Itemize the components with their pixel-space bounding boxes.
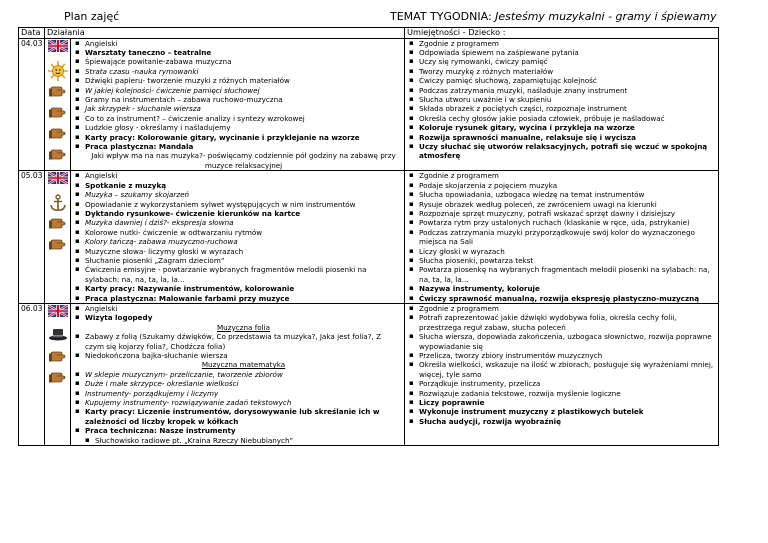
topic-label: TEMAT TYGODNIA: — [390, 10, 492, 23]
activity-item: ▪ Praca plastyczna: Malowanie farbami przy muzyce — [85, 294, 402, 303]
day-date: 06.03 — [19, 303, 45, 445]
day-skills — [405, 171, 719, 304]
activity-item: ▪ Angielski — [85, 39, 402, 48]
activity-item: Jaki wpływ ma na nas muzyka?- poświęcamy codziennie pół godziny na zabawę przy muzyce relaksacyjnej — [91, 151, 396, 170]
activity-item: ▪ Praca plastyczna: Mandala — [85, 142, 402, 151]
activity-item: ▪ Karty pracy: Nazywanie instrumentów, kolorowanie — [85, 284, 402, 293]
activity-item: ▪ Muzyczne słowa- liczymy głoski w wyrazach — [85, 247, 402, 256]
hand-icon — [46, 103, 69, 123]
activity-item: ▪ W sklepie muzycznym- przeliczanie, tworzenie zbiorów — [85, 370, 402, 379]
skill-item: ▪ Liczy poprawnie — [419, 398, 716, 407]
day-icons — [45, 38, 71, 171]
skill-item: ▪ Słucha opowiadania, uzbogaca wiedzę na temat instrumentów — [419, 190, 716, 199]
skill-item: ▪ Porządkuje instrumenty, przelicza — [419, 379, 716, 388]
skill-item: ▪ Przelicza, tworzy zbiory instrumentów muzycznych — [419, 351, 716, 360]
activity-item: ▪ Zabawy z folią (Szukamy dźwięków, Co przedstawia ta muzyka?, Jaka jest folia?, Z czym się kojarzy folia?, Chodźcza folia) — [85, 332, 402, 351]
activity-item: ▪ Słuchanie piosenki „Zagram dzieciom” — [85, 256, 402, 265]
activity-item: ▪ Duże i małe skrzypce- określanie wielkości — [85, 379, 402, 388]
skill-item: ▪ Wykonuje instrument muzyczny z plastikowych butelek — [419, 407, 716, 416]
skill-list — [407, 39, 716, 161]
day-icons — [45, 303, 71, 445]
skill-item: ▪ Zgodnie z programem — [419, 39, 716, 48]
skill-item: ▪ Potrafi zaprezentować jakie dźwięki wydobywa folia, określa cechy folii, przestrzega reguł zabaw, słucha poleceń — [419, 313, 716, 332]
activity-item: ▪ Kolorowe nutki- ćwiczenie w odtwarzaniu rytmów — [85, 228, 402, 237]
skill-item: ▪ Tworzy muzykę z różnych materiałów — [419, 67, 716, 76]
skill-item: ▪ Zgodnie z programem — [419, 171, 716, 180]
activity-item: ▪ W jakiej kolejności- ćwiczenie pamięci słuchowej — [85, 86, 402, 95]
activity-item: ▪ Karty pracy: Liczenie instrumentów, dorysowywanie lub skreślanie ich w zależności od liczby kropek w kółkach — [85, 407, 402, 426]
activity-item: ▪ Karty pracy: Kolorowanie gitary, wycinanie i przyklejanie na wzorze — [85, 133, 402, 142]
day-row — [19, 171, 719, 304]
column-header-activities: Działania — [45, 28, 405, 39]
skill-item: ▪ Uczy się rymowanki, ćwiczy pamięć — [419, 57, 716, 66]
skill-item: ▪ Ćwiczy pamięć słuchową, zapamiętując kolejność — [419, 76, 716, 85]
activity-item: ▪ Spotkanie z muzyką — [85, 181, 402, 190]
skill-item: ▪ Rysuje obrazek według poleceń, ze zwróceniem uwagi na kierunki — [419, 200, 716, 209]
activity-item: ▪ Niedokończona bajka-słuchanie wiersza — [85, 351, 402, 360]
activity-item: ▪ Strata czasu -nauka rymowanki — [85, 67, 402, 76]
activity-item: ▪ Kolory tańczą- zabawa muzyczno-ruchowa — [85, 237, 402, 246]
lesson-plan-table — [18, 27, 719, 446]
day-date: 05.03 — [19, 171, 45, 304]
hat-icon — [46, 326, 69, 346]
day-activities — [71, 171, 405, 304]
day-row — [19, 303, 719, 445]
activity-item: ▪ Ćwiczenia emisyjne - powtarzanie wybranych fragmentów melodii piosenki na sylabach: na, na, ta, la, la... — [85, 265, 402, 284]
flag-uk-icon — [46, 172, 69, 192]
activity-item: ▪ Ludzkie głosy - określamy i naśladujemy — [85, 123, 402, 132]
skill-list — [407, 304, 716, 426]
activity-item: ▪ Wizyta logopedy — [85, 313, 402, 322]
skill-item: ▪ Słucha audycji, rozwija wyobraźnię — [419, 417, 716, 426]
skill-item: ▪ Powtarza rytm przy ustalonych ruchach (klaskanie w ręce, uda, pstrykanie) — [419, 218, 716, 227]
skill-item: ▪ Podczas zatrzymania muzyki przyporządkowuje swój kolor do wyznaczonego miejsca na Sali — [419, 228, 716, 247]
activity-item: ▪ Instrumenty- porządkujemy i liczymy — [85, 389, 402, 398]
activity-item: ▪ Warsztaty taneczno – teatralne — [85, 48, 402, 57]
day-activities — [71, 38, 405, 171]
hand-icon — [46, 82, 69, 102]
plan-title: Plan zajęć — [64, 10, 120, 23]
activity-list — [73, 171, 402, 303]
hand-icon — [46, 124, 69, 144]
day-activities — [71, 303, 405, 445]
skill-item: ▪ Rozwija sprawności manualne, relaksuje się i wycisza — [419, 133, 716, 142]
skill-item: ▪ Koloruje rysunek gitary, wycina i przykleja na wzorze — [419, 123, 716, 132]
skill-item: ▪ Rozpoznaje sprzęt muzyczny, potrafi wskazać sprzęt dawny i dzisiejszy — [419, 209, 716, 218]
table-header-row — [19, 28, 719, 39]
flag-uk-icon — [46, 40, 69, 60]
day-icons — [45, 171, 71, 304]
skill-item: ▪ Uczy słuchać się utworów relaksacyjnych, potrafi się wczuć w spokojną atmosferę — [419, 142, 716, 161]
activity-item: ▪ Praca techniczna: Nasze instrumenty — [85, 426, 402, 435]
topic-title: Jesteśmy muzykalni - gramy i śpiewamy — [495, 10, 717, 23]
skill-item: ▪ Słucha wiersza, dopowiada zakończenia, uzbogaca słownictwo, rozwija poprawne wypowiadanie się — [419, 332, 716, 351]
hand-icon — [46, 235, 69, 255]
activity-item: ▪ Dźwięki papieru- tworzenie muzyki z różnych materiałów — [85, 76, 402, 85]
activity-item: ▪ Gramy na instrumentach – zabawa ruchowo-muzyczna — [85, 95, 402, 104]
hand-icon — [46, 214, 69, 234]
hand-icon — [46, 145, 69, 165]
skill-item: ▪ Słucha piosenki, powtarza tekst — [419, 256, 716, 265]
skill-item: ▪ Określa cechy głosów jakie posiada człowiek, próbuje je naśladować — [419, 114, 716, 123]
sun-icon — [46, 61, 69, 81]
activity-item: ▪ Muzyka dawniej i dziś?- ekspresja słowna — [85, 218, 402, 227]
activity-item: ▪ Jak skrzypek - słuchanie wiersza — [85, 104, 402, 113]
activity-item: Muzyczna folia — [216, 322, 271, 332]
activity-list — [73, 39, 402, 171]
activity-item: ▪ Muzyka – szukamy skojarzeń — [85, 190, 402, 199]
day-skills — [405, 38, 719, 171]
skill-list — [407, 171, 716, 303]
skill-item: ▪ Ćwiczy sprawność manualną, rozwija ekspresję plastyczno-muzyczną — [419, 294, 716, 303]
skill-item: ▪ Powtarza piosenkę na wybranych fragmentach melodii piosenki na sylabach: na, na, ta, la, la... — [419, 265, 716, 284]
skill-item: ▪ Składa obrazek z pociętych części, rozpoznaje instrument — [419, 104, 716, 113]
anchor-icon — [46, 193, 69, 213]
hand-icon — [46, 347, 69, 367]
activity-item: ▪ Słuchowisko radiowe pt. „Kraina Rzeczy Niebubianych” — [85, 436, 402, 445]
column-header-skills: Umiejętności - Dziecko : — [405, 28, 719, 39]
column-header-date: Data — [19, 28, 45, 39]
skill-item: ▪ Liczy głoski w wyrazach — [419, 247, 716, 256]
skill-item: ▪ Podczas zatrzymania muzyki, naśladuje znany instrument — [419, 86, 716, 95]
skill-item: ▪ Nazywa instrumenty, koloruje — [419, 284, 716, 293]
skill-item: ▪ Zgodnie z programem — [419, 304, 716, 313]
hand-icon — [46, 368, 69, 388]
flag-uk-icon — [46, 305, 69, 325]
skill-item: ▪ Słucha utworu uważnie i w skupieniu — [419, 95, 716, 104]
activity-item: ▪ Angielski — [85, 171, 402, 180]
day-row — [19, 38, 719, 171]
day-skills — [405, 303, 719, 445]
activity-list — [73, 304, 402, 445]
skill-item: ▪ Odpowiada śpiewem na zaśpiewane pytania — [419, 48, 716, 57]
weekly-topic — [390, 10, 717, 23]
page-header — [0, 10, 768, 26]
activity-item: Muzyczna matematyka — [201, 360, 286, 370]
activity-item: ▪ Angielski — [85, 304, 402, 313]
skill-item: ▪ Określa wielkości, wskazuje na ilość w zbiorach, posługuje się wyrażeniami mniej, więcej, tyle samo — [419, 360, 716, 379]
activity-item: ▪ Śpiewające powitanie-zabawa muzyczna — [85, 57, 402, 66]
skill-item: ▪ Podaje skojarzenia z pojęciem muzyka — [419, 181, 716, 190]
activity-item: ▪ Co to za instrument? – ćwiczenie analizy i syntezy wzrokowej — [85, 114, 402, 123]
activity-item: ▪ Opowiadanie z wykorzystaniem sylwet występujących w nim instrumentów — [85, 200, 402, 209]
activity-item: ▪ Dyktando rysunkowe- ćwiczenie kierunków na kartce — [85, 209, 402, 218]
skill-item: ▪ Rozwiązuje zadania tekstowe, rozwija myślenie logiczne — [419, 389, 716, 398]
day-date: 04.03 — [19, 38, 45, 171]
activity-item: ▪ Kupujemy instrumenty- rozwiązywanie zadań tekstowych — [85, 398, 402, 407]
